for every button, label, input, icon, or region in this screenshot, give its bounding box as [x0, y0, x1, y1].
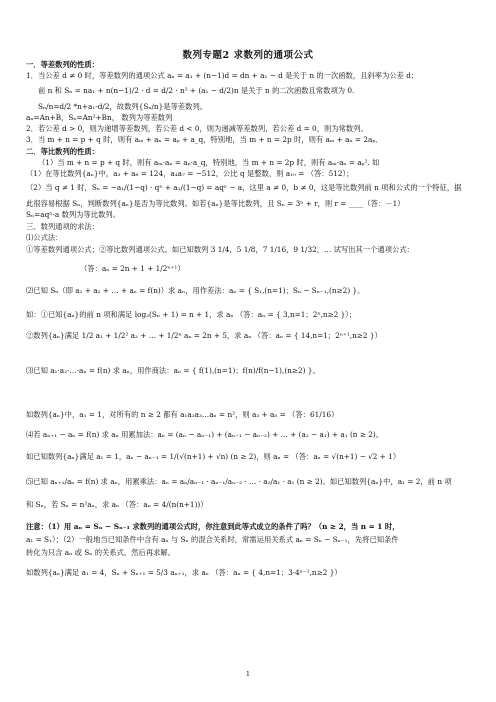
text-line: 1．当公差 d ≠ 0 时，等差数列的通项公式 aₙ = a₁ + (n−1)d = dn + a₁ − d 是关于 n 的一次函数，且斜率为公差 d； — [26, 71, 419, 80]
text-line: a₁ = S₁）；（2）一般地当已知条件中含有 aₙ 与 Sₙ 的混合关系时，常需运用关系式 aₙ = Sₙ − Sₙ₋₁，先将已知条件 — [26, 535, 399, 544]
text-line: Sₙ/n=d/2 *n+a₁-d/2，故数列{Sₙ/n}是等差数列。 — [38, 102, 208, 111]
text-line: （1）当 m + n = p + q 时，则有 aₘ·aₙ = aₚ·a_q，特别地，当 m + n = 2p 时，则有 aₘ·aₙ = aₚ². 如 — [38, 158, 380, 167]
text-line: （1）在等比数列{aₙ}中，a₃ + a₈ = 124，a₄a₇ = −512，公比 q 是整数，则 a₁₀ = （答：512）； — [26, 169, 354, 178]
answer-line: （答：aₙ = 2n + 1 + 1/2ⁿ⁺¹） — [80, 264, 185, 273]
text-line: 此很容易根据 Sₙ，判断数列{aₙ}是否为等比数列。如若{aₙ}是等比数列，且 Sₙ = 3ⁿ + r，则 r = ____（答：－1） — [26, 199, 405, 208]
text-line: 如数列{aₙ}满足 a₁ = 4，Sₙ + Sₙ₊₁ = 5/3 aₙ₊₁，求 aₙ （答：aₙ = { 4,n=1；3·4ⁿ⁻¹,n≥2 }） — [26, 568, 342, 577]
text-line: aₙ=An+B，Sₙ=An²+Bn， 数列为等差数列 — [26, 113, 173, 122]
note-line: 注意：（1）用 aₙ = Sₙ − Sₙ₋₁ 求数列的通项公式时，你注意到此等式成立的条件了吗？（n ≥ 2，当 n = 1 时， — [26, 522, 400, 531]
text-line: ⑸已知 aₙ₊₁/aₙ = f(n) 求 aₙ，用累乘法：aₙ = aₙ/aₙ₋₁ · aₙ₋₁/aₙ₋₂ · … · a₂/a₁ · a₁ (n ≥ 2)。如已知数列{aₙ}中，a₁ = 2，前 n 项 — [26, 477, 452, 486]
text-line: ⑵已知 Sₙ（即 a₁ + a₂ + … + aₙ = f(n)）求 aₙ，用作差法：aₙ = { S₁,(n=1)；Sₙ − Sₙ₋₁,(n≥2) }。 — [26, 286, 365, 295]
text-line: 和 Sₙ，若 Sₙ = n²aₙ，求 aₙ （答：aₙ = 4/(n(n+1))） — [26, 500, 208, 509]
text-line: 2．若公差 d > 0，则为递增等差数列，若公差 d < 0，则为递减等差数列，若公差 d = 0，则为常数列。 — [26, 124, 368, 133]
text-line: 如数列{aₙ}中，a₁ = 1，对所有的 n ≥ 2 都有 a₁a₂a₃…aₙ = n²，则 a₃ + a₅ = （答：61/16） — [26, 410, 339, 419]
section-heading-1: 一．等差数列的性质： — [26, 60, 99, 69]
text-line: 如已知数列{aₙ}满足 a₁ = 1，aₙ − aₙ₋₁ = 1/(√(n+1) + √n) (n ≥ 2)，则 aₙ = （答：aₙ = √(n+1) − √2 + 1） — [26, 452, 401, 461]
text-line: ⑷若 aₙ₊₁ − aₙ = f(n) 求 aₙ 用累加法：aₙ = (aₙ − aₙ₋₁) + (aₙ₋₁ − aₙ₋₂) + … + (a₂ − a₁) + a₁ (n ≥ 2)。 — [26, 430, 384, 439]
text-line: ⑴公式法： — [26, 233, 63, 242]
text-line: ⑶已知 a₁·a₂·…·aₙ = f(n) 求 aₙ，用作商法：aₙ = { f(1),(n=1)；f(n)/f(n−1),(n≥2) }。 — [26, 366, 320, 375]
page-title: 数列专题2 求数列的通项公式 — [182, 50, 314, 61]
text-line: 前 n 和 Sₙ = na₁ + n(n−1)/2 · d = d/2 · n² + (a₁ − d/2)n 是关于 n 的二次函数且常数项为 0. — [38, 86, 355, 95]
section-heading-2: 二．等比数列的性质： — [26, 147, 99, 156]
text-line: ②数列{aₙ}满足 1/2 a₁ + 1/2² a₂ + … + 1/2ⁿ aₙ = 2n + 5，求 aₙ （答：aₙ = { 14,n=1；2ⁿ⁺¹,n≥2 }） — [26, 331, 382, 340]
text-line: （2）当 q ≠ 1 时，Sₙ = −a₁/(1−q) · qⁿ + a₁/(1−q) = aqⁿ − a，这里 a ≠ 0，b ≠ 0，这是等比数列前 n 项和公式的一个特征，据 — [26, 183, 462, 192]
text-line: Sₙ=aqⁿ-a 数列为等比数列。 — [26, 210, 120, 219]
text-line: 如：①已知{aₙ}的前 n 项和满足 log₂(Sₙ + 1) = n + 1，求 aₙ （答：aₙ = { 3,n=1；2ⁿ,n≥2 }）； — [26, 310, 357, 319]
page-number: 1 — [245, 670, 251, 678]
text-line: ①等差数列通项公式；②等比数列通项公式。如已知数列 3 1/4，5 1/8，7 1/16，9 1/32，… 试写出其一个通项公式： — [26, 245, 414, 254]
text-line: 3．当 m + n = p + q 时，则有 aₘ + aₙ = aₚ + a_q，特别地，当 m + n = 2p 时，则有 aₘ + aₙ = 2aₚ． — [26, 135, 383, 144]
text-line: 转化为只含 aₙ 或 Sₙ 的关系式，然后再求解。 — [26, 548, 175, 557]
section-heading-3: 三、数列通项的求法： — [26, 222, 99, 231]
